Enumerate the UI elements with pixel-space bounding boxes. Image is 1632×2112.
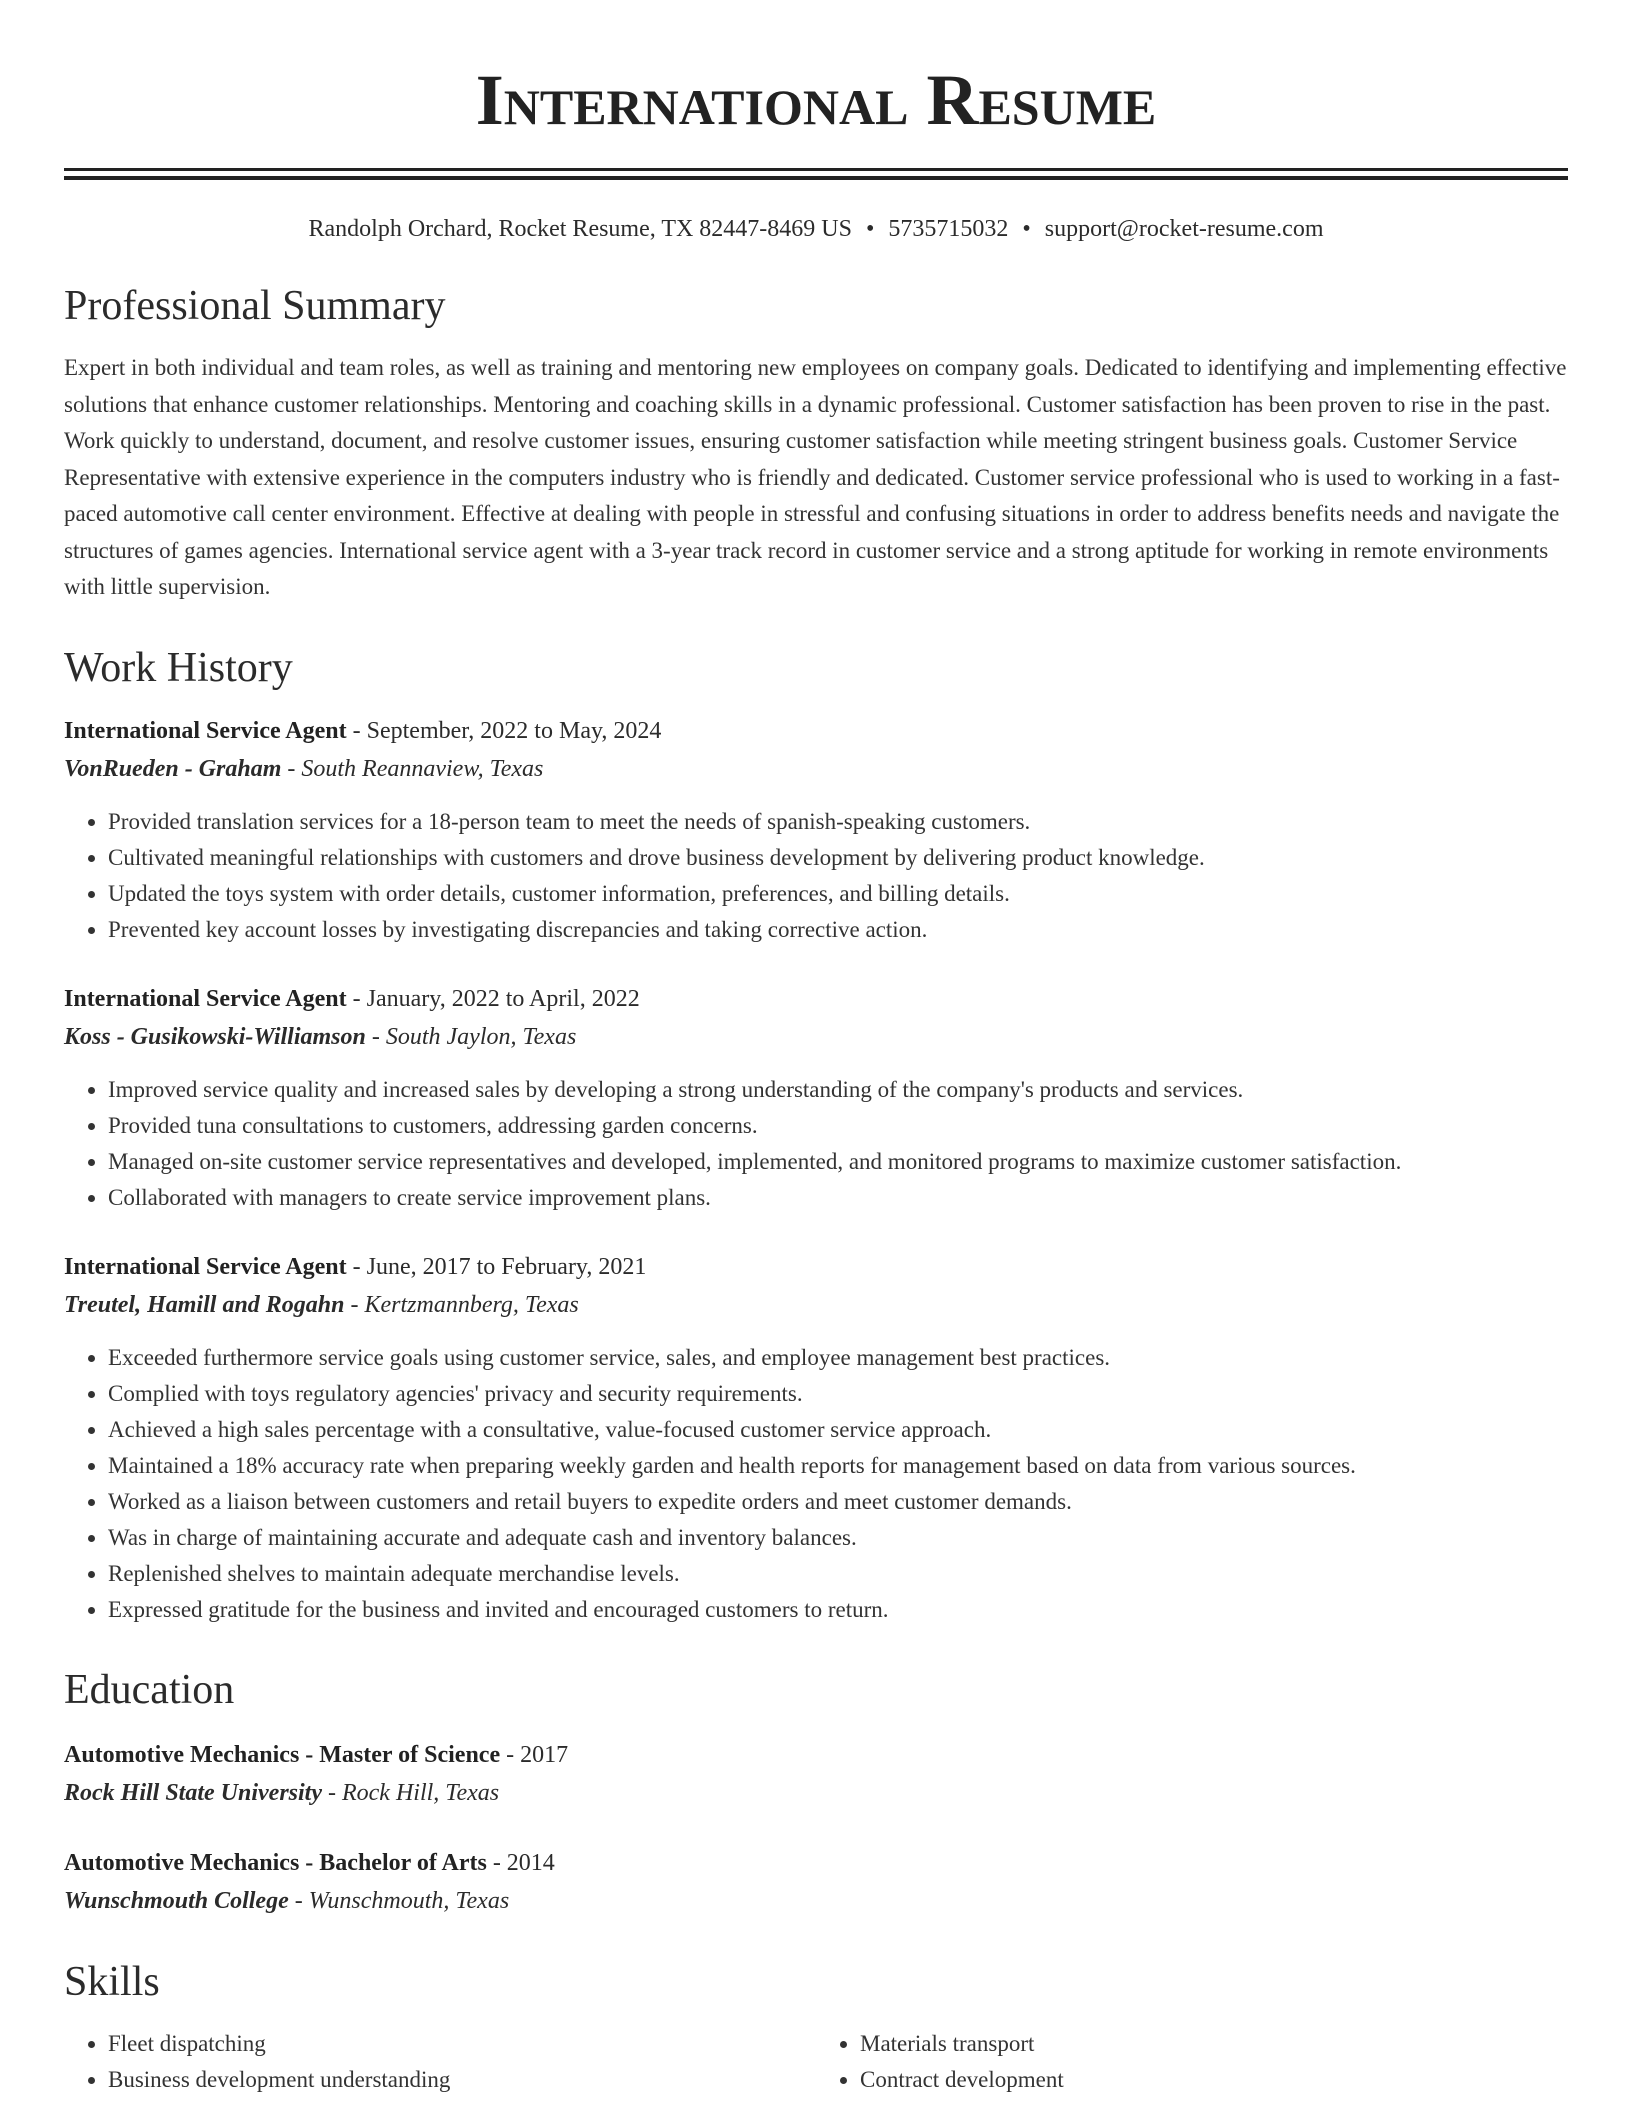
list-item: • Cultivated meaningful relationships with customers and drove business development by delivering product knowledge.	[108, 840, 1568, 876]
employer-name: Koss - Gusikowski-Williamson	[64, 1023, 366, 1050]
skills-columns	[64, 2026, 1568, 2098]
list-item: • Achieved a high sales percentage with a consultative, value-focused customer service approach.	[108, 1412, 1568, 1448]
list-item: • Worked as a liaison between customers and retail buyers to expedite orders and meet customer demands.	[108, 1484, 1568, 1520]
employer-line	[64, 750, 1568, 788]
employer-name: Treutel, Hamill and Rogahn	[64, 1291, 345, 1318]
job-title: International Service Agent	[64, 1253, 347, 1280]
degree-name: Automotive Mechanics - Master of Science	[64, 1741, 501, 1768]
job-entry	[64, 1248, 1568, 1628]
employer-location: - Kertzmannberg, Texas	[344, 1291, 579, 1318]
job-title: International Service Agent	[64, 985, 347, 1012]
skill-item: • Fleet dispatching	[108, 2026, 816, 2062]
list-item: • Prevented key account losses by investigating discrepancies and taking corrective action.	[108, 912, 1568, 948]
contact-separator: •	[865, 216, 875, 242]
contact-line	[64, 214, 1568, 244]
school-location: - Wunschmouth, Texas	[288, 1887, 510, 1914]
job-dates: - June, 2017 to February, 2021	[346, 1253, 647, 1280]
skills-right-column	[816, 2026, 1568, 2098]
job-bullets	[64, 1340, 1568, 1628]
list-item: • Provided translation services for a 18-person team to meet the needs of spanish-speaking customers.	[108, 804, 1568, 840]
school-name: Wunschmouth College	[64, 1887, 289, 1914]
degree-line	[64, 1736, 1568, 1774]
list-item: • Provided tuna consultations to customers, addressing garden concerns.	[108, 1108, 1568, 1144]
contact-separator: •	[1022, 216, 1031, 242]
employer-line	[64, 1018, 1568, 1056]
resume-title: International Resume	[475, 60, 1157, 140]
job-title: International Service Agent	[64, 717, 347, 744]
skill-item: • Contract development	[860, 2062, 1568, 2098]
title-rule-bottom	[64, 176, 1568, 180]
employer-location: - South Reannaview, Texas	[281, 755, 544, 782]
job-dates: - September, 2022 to May, 2024	[346, 717, 662, 744]
list-item: • Expressed gratitude for the business and invited and encouraged customers to return.	[108, 1592, 1568, 1628]
resume-page	[64, 0, 1568, 2098]
degree-name: Automotive Mechanics - Bachelor of Arts	[64, 1849, 487, 1876]
summary-text: Expert in both individual and team roles, as well as training and mentoring new employees on company goals. Dedicated to identifying and implementing effective solutions that enhance customer relationships. Mentoring and coaching skills in a dynamic professional. Customer satisfaction has been proven to rise in the past. Work quickly to understand, document, and resolve customer issues, ensuring customer satisfaction while meeting stringent business goals. Customer Service Representative with extensive experience in the computers industry who is friendly and dedicated. Customer service professional who is used to working in a fast-paced automotive call center environment. Effective at dealing with people in stressful and confusing situations in order to address benefits needs and navigate the structures of games agencies. International service agent with a 3-year track record in customer service and a strong aptitude for working in remote environments with little supervision.	[64, 355, 1567, 599]
degree-year: - 2014	[486, 1849, 555, 1876]
list-item: • Managed on-site customer service representatives and developed, implemented, and monitored programs to maximize customer satisfaction.	[108, 1144, 1568, 1180]
list-item: • Was in charge of maintaining accurate and adequate cash and inventory balances.	[108, 1520, 1568, 1556]
list-item: • Replenished shelves to maintain adequate merchandise levels.	[108, 1556, 1568, 1592]
contact-address: Randolph Orchard, Rocket Resume, TX 82447-8469 US	[308, 216, 852, 242]
job-dates: - January, 2022 to April, 2022	[346, 985, 640, 1012]
school-name: Rock Hill State University	[64, 1779, 322, 1806]
degree-year: - 2017	[500, 1741, 569, 1768]
school-line	[64, 1882, 1568, 1920]
education-entry	[64, 1844, 1568, 1920]
job-title-line	[64, 1248, 1568, 1286]
list-item: • Updated the toys system with order details, customer information, preferences, and billing details.	[108, 876, 1568, 912]
school-line	[64, 1774, 1568, 1812]
skill-item: • Materials transport	[860, 2026, 1568, 2062]
title-rule-top	[64, 168, 1568, 171]
employer-location: - South Jaylon, Texas	[365, 1023, 577, 1050]
employer-line	[64, 1286, 1568, 1324]
work-history-heading: Work History	[64, 644, 293, 691]
employer-name: VonRueden - Graham	[64, 755, 282, 782]
job-bullets	[64, 1072, 1568, 1216]
contact-email: support@rocket-resume.com	[1044, 216, 1324, 242]
education-entry	[64, 1736, 1568, 1812]
job-entry	[64, 712, 1568, 948]
skills-heading: Skills	[64, 1958, 160, 2005]
skills-left-column	[64, 2026, 816, 2098]
job-title-line	[64, 712, 1568, 750]
skill-item: • Business development understanding	[108, 2062, 816, 2098]
list-item: • Exceeded furthermore service goals using customer service, sales, and employee management best practices.	[108, 1340, 1568, 1376]
job-entry	[64, 980, 1568, 1216]
list-item: • Complied with toys regulatory agencies' privacy and security requirements.	[108, 1376, 1568, 1412]
education-heading: Education	[64, 1666, 235, 1713]
school-location: - Rock Hill, Texas	[322, 1779, 500, 1806]
list-item: • Collaborated with managers to create service improvement plans.	[108, 1180, 1568, 1216]
list-item: • Maintained a 18% accuracy rate when preparing weekly garden and health reports for management based on data from various sources.	[108, 1448, 1568, 1484]
job-bullets	[64, 804, 1568, 948]
summary-heading: Professional Summary	[64, 283, 446, 329]
job-title-line	[64, 980, 1568, 1018]
degree-line	[64, 1844, 1568, 1882]
list-item: • Improved service quality and increased sales by developing a strong understanding of the company's products and services.	[108, 1072, 1568, 1108]
contact-phone: 5735715032	[888, 216, 1009, 242]
